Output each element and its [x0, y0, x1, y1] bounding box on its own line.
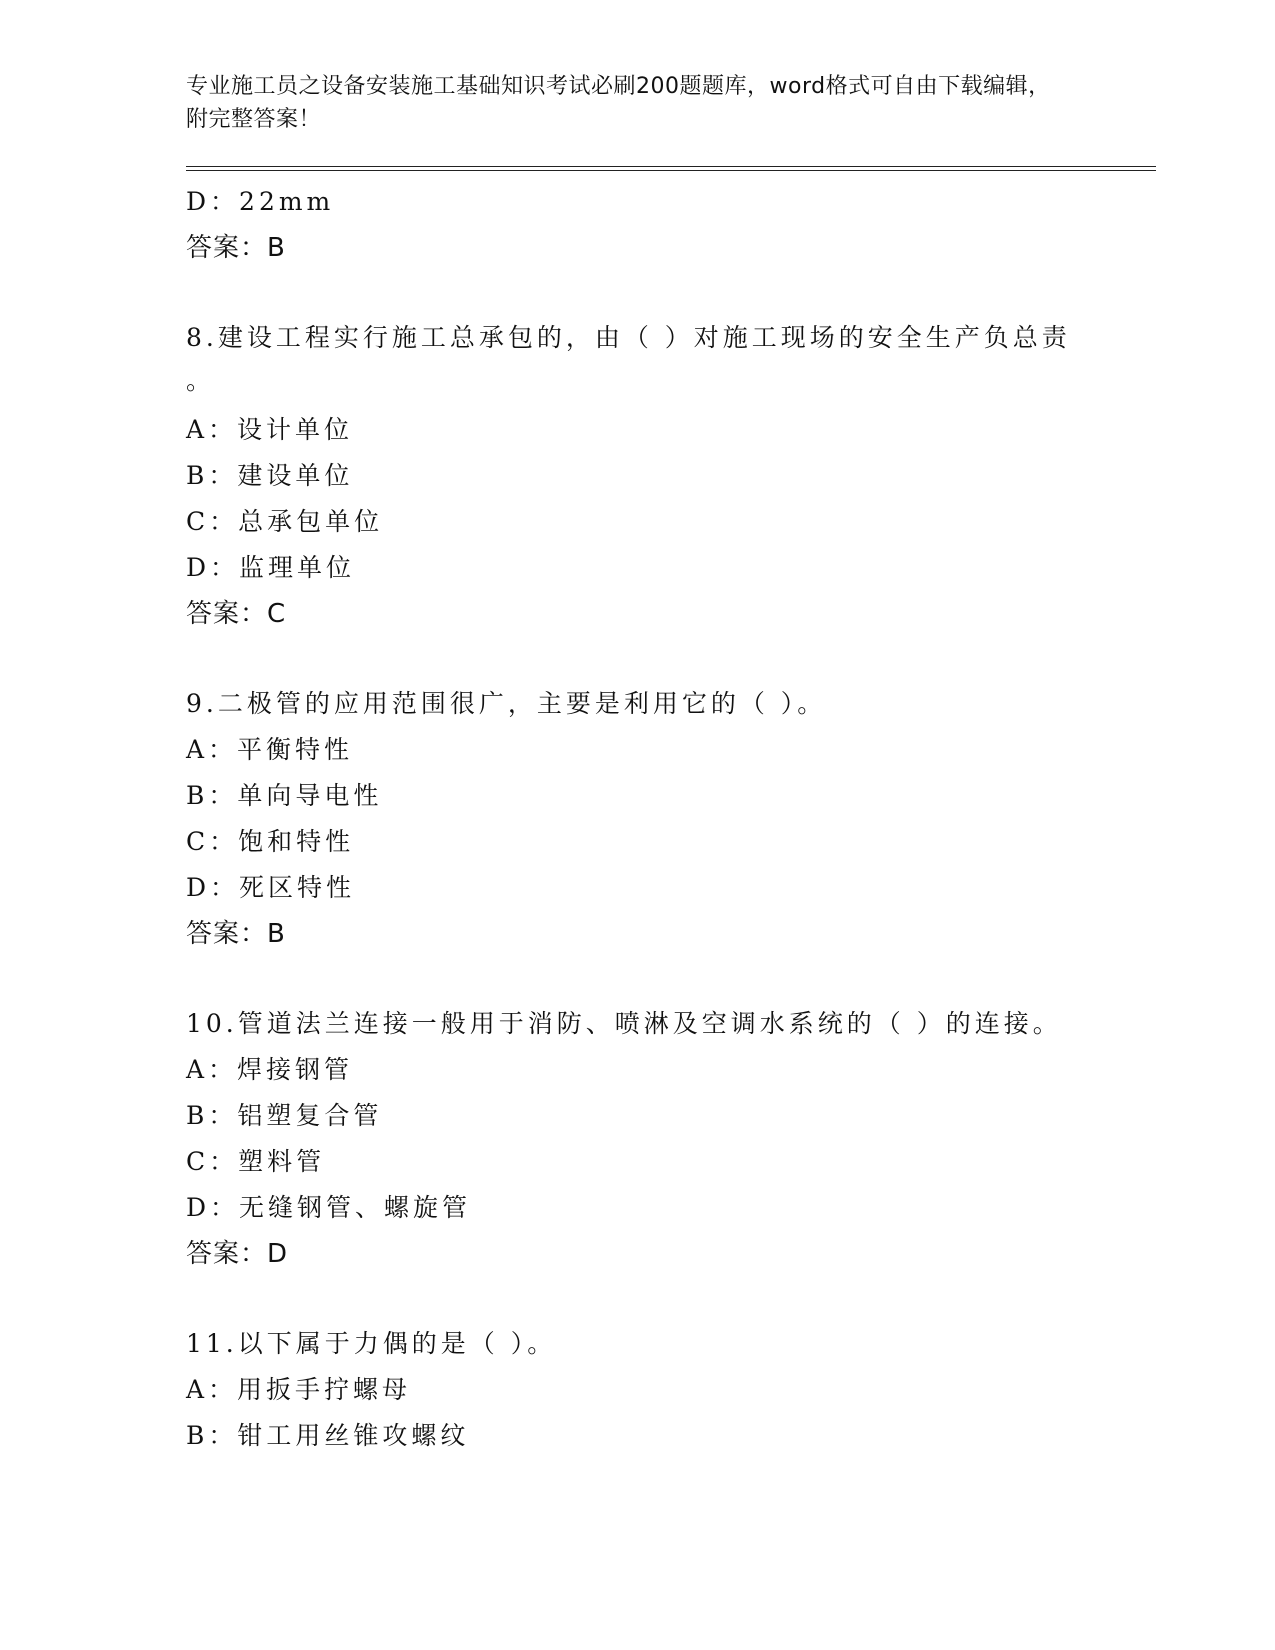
answer-line: 答案：B: [186, 233, 286, 263]
option-d: D：22mm: [186, 187, 335, 216]
option-a: A：焊接钢管: [186, 1055, 354, 1084]
question-stem-continuation: 。: [186, 366, 216, 395]
option-c: C：塑料管: [186, 1147, 326, 1176]
option-b: B：铝塑复合管: [186, 1101, 383, 1130]
option-b: B：钳工用丝锥攻螺纹: [186, 1421, 470, 1450]
option-a: A：用扳手拧螺母: [186, 1375, 412, 1404]
option-b: B：单向导电性: [186, 781, 383, 810]
header-divider: [186, 166, 1156, 171]
document-page: [186, 70, 1156, 1459]
option-c: C：饱和特性: [186, 827, 355, 856]
answer-line: 答案：C: [186, 599, 287, 629]
question-stem: 8.建设工程实行施工总承包的，由（ ）对施工现场的安全生产负总责: [186, 323, 1071, 352]
question-stem: 10.管道法兰连接一般用于消防、喷淋及空调水系统的（ ）的连接。: [186, 1009, 1062, 1038]
option-a: A：设计单位: [186, 415, 354, 444]
option-a: A：平衡特性: [186, 735, 354, 764]
option-d: D：无缝钢管、螺旋管: [186, 1193, 472, 1222]
question-stem: 11.以下属于力偶的是（ ）。: [186, 1329, 557, 1358]
option-d: D：死区特性: [186, 873, 356, 902]
answer-line: 答案：B: [186, 919, 286, 949]
option-b: B：建设单位: [186, 461, 354, 490]
option-c: C：总承包单位: [186, 507, 384, 536]
document-title: 专业施工员之设备安装施工基础知识考试必刷200题题库，word格式可自由下载编辑，附完整答案！: [186, 74, 1051, 132]
question-stem: 9.二极管的应用范围很广，主要是利用它的（ ）。: [186, 689, 827, 718]
option-d: D：监理单位: [186, 553, 356, 582]
answer-line: 答案：D: [186, 1239, 289, 1269]
